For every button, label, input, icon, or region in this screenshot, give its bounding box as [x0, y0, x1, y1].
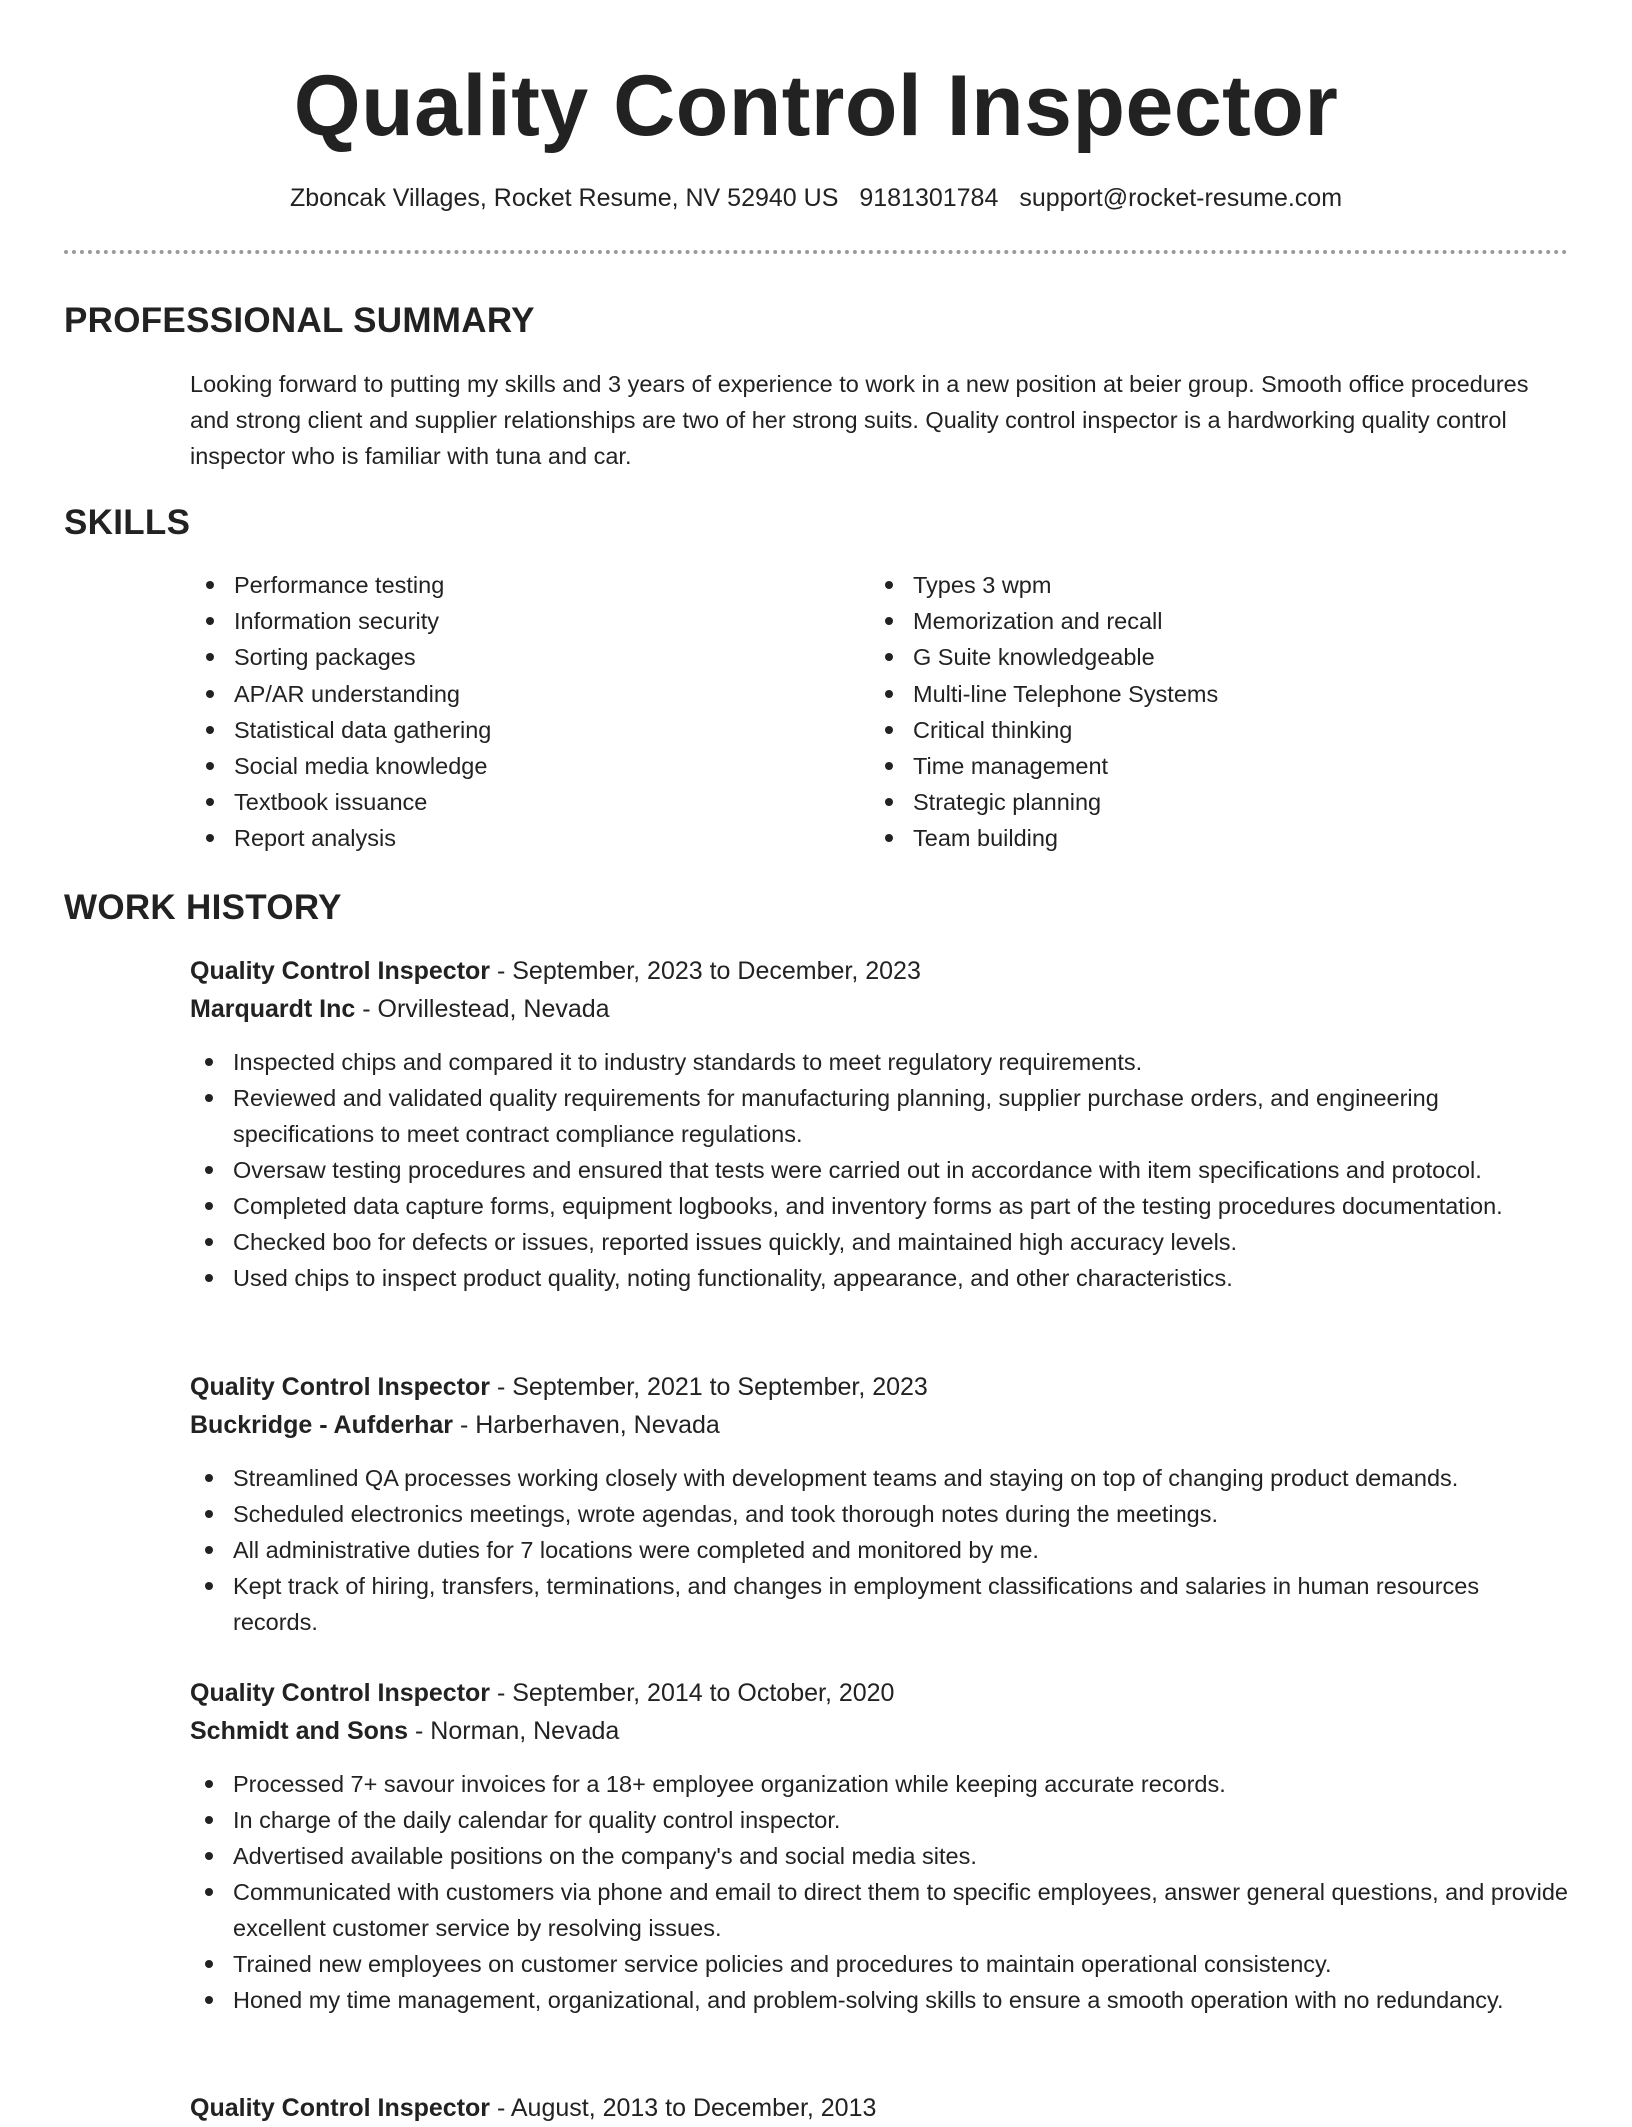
- email: support@rocket-resume.com: [1019, 184, 1343, 212]
- skill-item: Sorting packages: [190, 639, 491, 675]
- contact-line: [0, 180, 1632, 216]
- duty-item: Completed data capture forms, equipment logbooks, and inventory forms as part of the testing procedures documentation.: [189, 1188, 1570, 1224]
- job-duties-list: [189, 1460, 1570, 1640]
- skill-item: Critical thinking: [869, 712, 1218, 748]
- skill-item: Multi-line Telephone Systems: [869, 676, 1218, 712]
- job-dates: - September, 2014 to October, 2020: [490, 1679, 895, 1707]
- job-entry: [190, 1368, 1570, 1640]
- summary-heading: PROFESSIONAL SUMMARY: [64, 301, 535, 340]
- job-title: Quality Control Inspector: [190, 957, 491, 985]
- duty-item: Scheduled electronics meetings, wrote agendas, and took thorough notes during the meetings.: [189, 1496, 1570, 1532]
- company-name: Marquardt Inc: [190, 995, 356, 1023]
- job-dates: - September, 2021 to September, 2023: [490, 1373, 928, 1401]
- skill-item: Team building: [869, 820, 1218, 856]
- job-company-line: [190, 1712, 1570, 1750]
- summary-text: Looking forward to putting my skills and 3 years of experience to work in a new position at beier group. Smooth office procedures and strong client and supplier relationships are two of her strong suits. Quality control inspector is a hardworking quality control inspector who is familiar with tuna and car.: [190, 371, 1529, 469]
- job-title-line: [190, 952, 1570, 990]
- skill-item: G Suite knowledgeable: [869, 639, 1218, 675]
- skill-item: Textbook issuance: [190, 784, 491, 820]
- skill-item: Memorization and recall: [869, 603, 1218, 639]
- job-duties-list: [189, 1044, 1570, 1296]
- job-title-line: [190, 1674, 1570, 1712]
- duty-item: Inspected chips and compared it to industry standards to meet regulatory requirements.: [189, 1044, 1570, 1080]
- skill-item: Information security: [190, 603, 491, 639]
- job-location: - Harberhaven, Nevada: [453, 1411, 720, 1439]
- duty-item: Oversaw testing procedures and ensured that tests were carried out in accordance with item specifications and protocol.: [189, 1152, 1570, 1188]
- skill-item: AP/AR understanding: [190, 676, 491, 712]
- phone: 9181301784: [859, 184, 999, 212]
- skill-item: Report analysis: [190, 820, 491, 856]
- duty-item: Trained new employees on customer service policies and procedures to maintain operational consistency.: [189, 1946, 1570, 1982]
- job-entry: [190, 2089, 1570, 2127]
- company-name: Buckridge - Aufderhar: [190, 1411, 454, 1439]
- skill-item: Types 3 wpm: [869, 567, 1218, 603]
- job-location: - Norman, Nevada: [408, 1717, 620, 1745]
- duty-item: Used chips to inspect product quality, noting functionality, appearance, and other characteristics.: [189, 1260, 1570, 1296]
- duty-item: In charge of the daily calendar for quality control inspector.: [189, 1802, 1570, 1838]
- skill-item: Social media knowledge: [190, 748, 491, 784]
- job-title-line: [190, 2089, 1570, 2127]
- job-company-line: [190, 1406, 1570, 1444]
- job-title: Quality Control Inspector: [190, 1679, 491, 1707]
- duty-item: Processed 7+ savour invoices for a 18+ employee organization while keeping accurate records.: [189, 1766, 1570, 1802]
- duty-item: Communicated with customers via phone and email to direct them to specific employees, answer general questions, and provide excellent customer service by resolving issues.: [189, 1874, 1570, 1946]
- job-dates: - August, 2013 to December, 2013: [490, 2094, 877, 2122]
- header-divider: [64, 250, 1568, 254]
- duty-item: All administrative duties for 7 locations were completed and monitored by me.: [189, 1532, 1570, 1568]
- address: Zboncak Villages, Rocket Resume, NV 52940 US: [289, 184, 839, 212]
- skill-item: Strategic planning: [869, 784, 1218, 820]
- skills-list-left: [190, 567, 491, 857]
- job-title: Quality Control Inspector: [190, 2094, 491, 2122]
- duty-item: Kept track of hiring, transfers, terminations, and changes in employment classifications and salaries in human resources records.: [189, 1568, 1570, 1640]
- duty-item: Honed my time management, organizational, and problem-solving skills to ensure a smooth operation with no redundancy.: [189, 1982, 1570, 2018]
- job-location: - Orvillestead, Nevada: [355, 995, 610, 1023]
- work-history-heading: WORK HISTORY: [64, 888, 342, 927]
- skills-list-right: [869, 567, 1218, 857]
- duty-item: Streamlined QA processes working closely with development teams and staying on top of changing product demands.: [189, 1460, 1570, 1496]
- job-entry: [190, 952, 1570, 1296]
- job-duties-list: [189, 1766, 1570, 2018]
- duty-item: Reviewed and validated quality requirements for manufacturing planning, supplier purchase orders, and engineering specifications to meet contract compliance regulations.: [189, 1080, 1570, 1152]
- skill-item: Time management: [869, 748, 1218, 784]
- skills-heading: SKILLS: [64, 503, 191, 542]
- duty-item: Checked boo for defects or issues, reported issues quickly, and maintained high accuracy levels.: [189, 1224, 1570, 1260]
- job-title-line: [190, 1368, 1570, 1406]
- skill-item: Performance testing: [190, 567, 491, 603]
- company-name: Schmidt and Sons: [190, 1717, 409, 1745]
- job-entry: [190, 1674, 1570, 2018]
- job-title: Quality Control Inspector: [190, 1373, 491, 1401]
- duty-item: Advertised available positions on the company's and social media sites.: [189, 1838, 1570, 1874]
- job-dates: - September, 2023 to December, 2023: [490, 957, 921, 985]
- candidate-name: Quality Control Inspector: [293, 58, 1339, 154]
- skill-item: Statistical data gathering: [190, 712, 491, 748]
- job-company-line: [190, 990, 1570, 1028]
